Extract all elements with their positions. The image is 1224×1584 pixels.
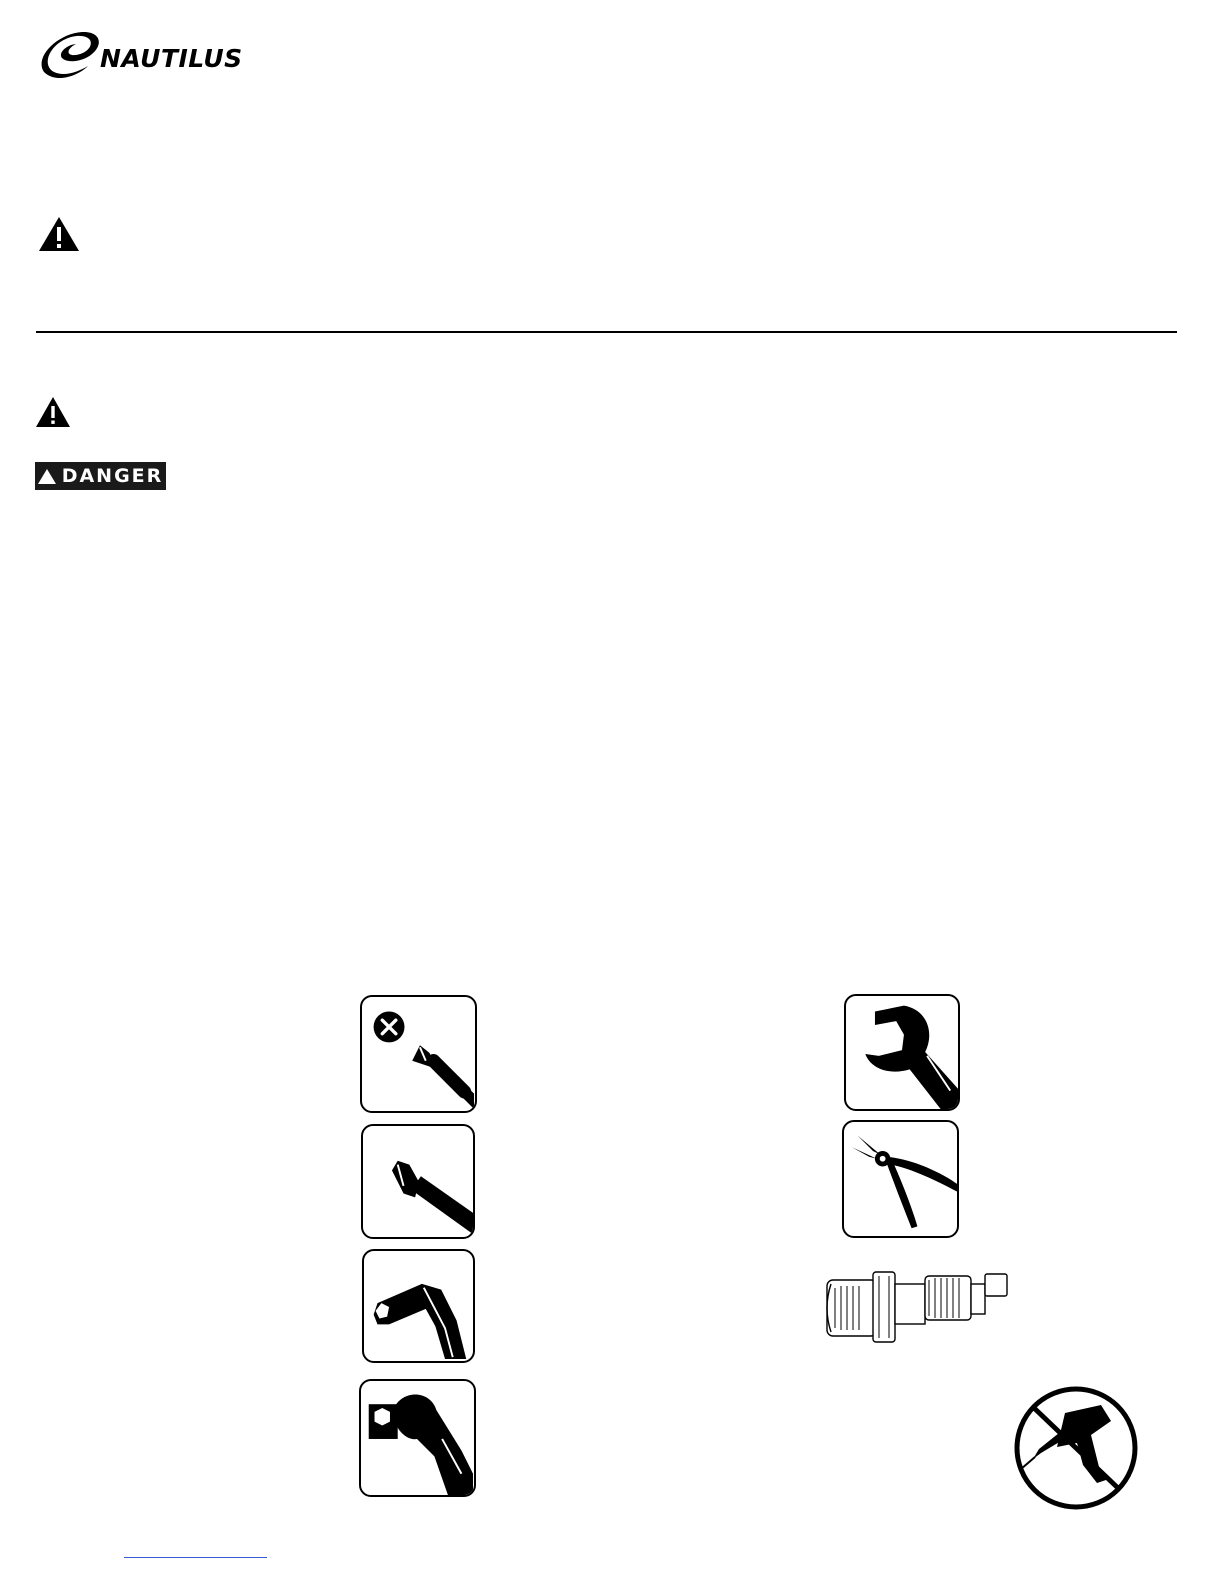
danger-triangle-icon: [38, 469, 56, 484]
quick-connect-fitting-icon: [807, 1262, 1010, 1346]
phillips-screwdriver-icon: [360, 995, 477, 1113]
danger-label: [35, 462, 166, 490]
flat-screwdriver-icon: [361, 1124, 475, 1239]
warning-icon: [38, 216, 80, 252]
brand-wordmark: NAUTILUS: [100, 44, 243, 73]
socket-wrench-icon: [359, 1379, 476, 1497]
warning-icon: [35, 396, 71, 428]
nautilus-logo: [38, 28, 278, 86]
nautilus-swirl-icon: [38, 28, 102, 86]
section-divider: [36, 331, 1177, 333]
hex-key-icon: [362, 1249, 475, 1363]
pliers-icon: [842, 1120, 959, 1238]
danger-label-text: DANGER: [61, 465, 164, 487]
footer-link-underline[interactable]: [124, 1557, 267, 1558]
no-power-drill-icon: [1011, 1383, 1141, 1513]
open-end-wrench-icon: [844, 994, 960, 1111]
